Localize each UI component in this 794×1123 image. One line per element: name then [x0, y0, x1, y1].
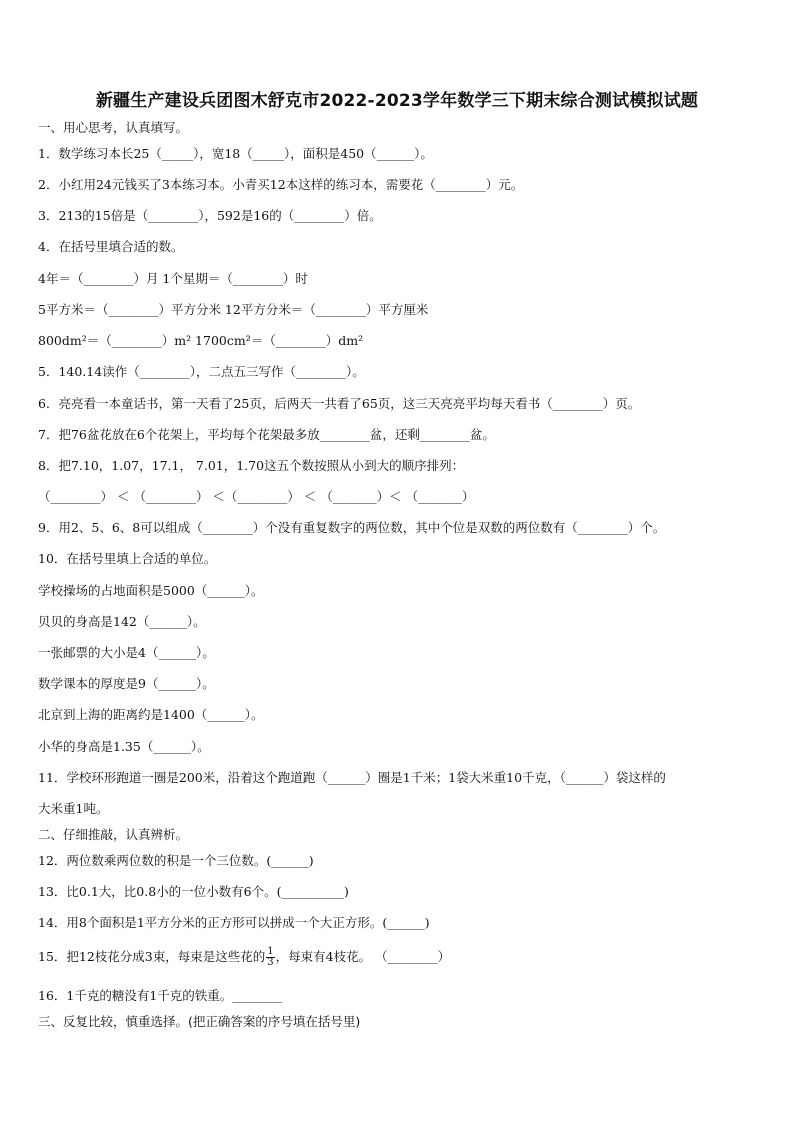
question-11-line-1: 11．学校环形跑道一圈是200米，沿着这个跑道跑（______）圈是1千米；1袋大米重10千克，（______）袋这样的: [38, 770, 666, 785]
question-16: 16．1千克的糖没有1千克的铁重。________: [38, 988, 283, 1003]
question-10-item-a: 学校操场的占地面积是5000（______）。: [38, 583, 264, 598]
page-title: 新疆生产建设兵团图木舒克市2022-2023学年数学三下期末综合测试模拟试题: [95, 91, 699, 111]
question-3: 3．213的15倍是（________），592是16的（________）倍。: [38, 208, 382, 223]
question-1: 1．数学练习本长25（_____），宽18（_____），面积是450（______）。: [38, 146, 433, 161]
question-10-item-e: 北京到上海的距离约是1400（______）。: [38, 707, 264, 722]
fraction-numerator: 1: [267, 946, 274, 957]
question-10-item-b: 贝贝的身高是142（______）。: [38, 614, 206, 629]
question-14: 14．用8个面积是1平方分米的正方形可以拼成一个大正方形。(______): [38, 915, 430, 930]
fraction-one-third: [266, 947, 274, 968]
question-6: 6．亮亮看一本童话书，第一天看了25页，后两天一共看了65页，这三天亮亮平均每天看书（________）页。: [38, 396, 641, 411]
question-10: 10．在括号里填上合适的单位。: [38, 551, 217, 566]
section-1-heading: 一、用心思考，认真填写。: [38, 120, 189, 135]
question-15: [38, 947, 450, 968]
fraction-denominator: 3: [267, 957, 274, 968]
question-4: 4．在括号里填合适的数。: [38, 239, 184, 254]
question-10-item-c: 一张邮票的大小是4（______）。: [38, 645, 215, 660]
question-10-item-d: 数学课本的厚度是9（______）。: [38, 676, 215, 691]
question-4-row-a: 4年＝（________）月 1个星期＝（________）时: [38, 271, 308, 286]
question-7: 7．把76盆花放在6个花架上，平均每个花架最多放________盆，还剩________盆。: [38, 427, 495, 442]
question-8: 8．把7.10，1.07，17.1， 7.01，1.70这五个数按照从小到大的顺序排列：: [38, 458, 465, 473]
question-2: 2．小红用24元钱买了3本练习本。小青买12本这样的练习本，需要花（________）元。: [38, 177, 524, 192]
question-15-text-after: ，每束有4枝花。 （________）: [275, 949, 451, 964]
question-12: 12．两位数乘两位数的积是一个三位数。(______): [38, 853, 314, 868]
section-3-heading: 三、反复比较，慎重选择。(把正确答案的序号填在括号里): [38, 1014, 361, 1029]
question-11-line-2: 大米重1吨。: [38, 801, 109, 816]
question-4-row-c: 800dm²＝（________）m² 1700cm²＝（________）dm²: [38, 333, 364, 348]
section-2-heading: 二、仔细推敲，认真辨析。: [38, 827, 189, 842]
question-10-item-f: 小华的身高是1.35（______）。: [38, 739, 210, 754]
question-8-answer-row: （________） ＜ （________） ＜（________） ＜ （_______）＜ （_______）: [38, 489, 475, 504]
question-9: 9．用2、5、6、8可以组成（________）个没有重复数字的两位数，其中个位是双数的两位数有（________）个。: [38, 520, 666, 535]
question-4-row-b: 5平方米＝（________）平方分米 12平方分米＝（________）平方厘米: [38, 302, 429, 317]
question-5: 5．140.14读作（________），二点五三写作（________）。: [38, 364, 365, 379]
question-13: 13．比0.1大，比0.8小的一位小数有6个。(__________): [38, 884, 349, 899]
question-15-text-before: 15．把12枝花分成3束，每束是这些花的: [38, 949, 266, 964]
